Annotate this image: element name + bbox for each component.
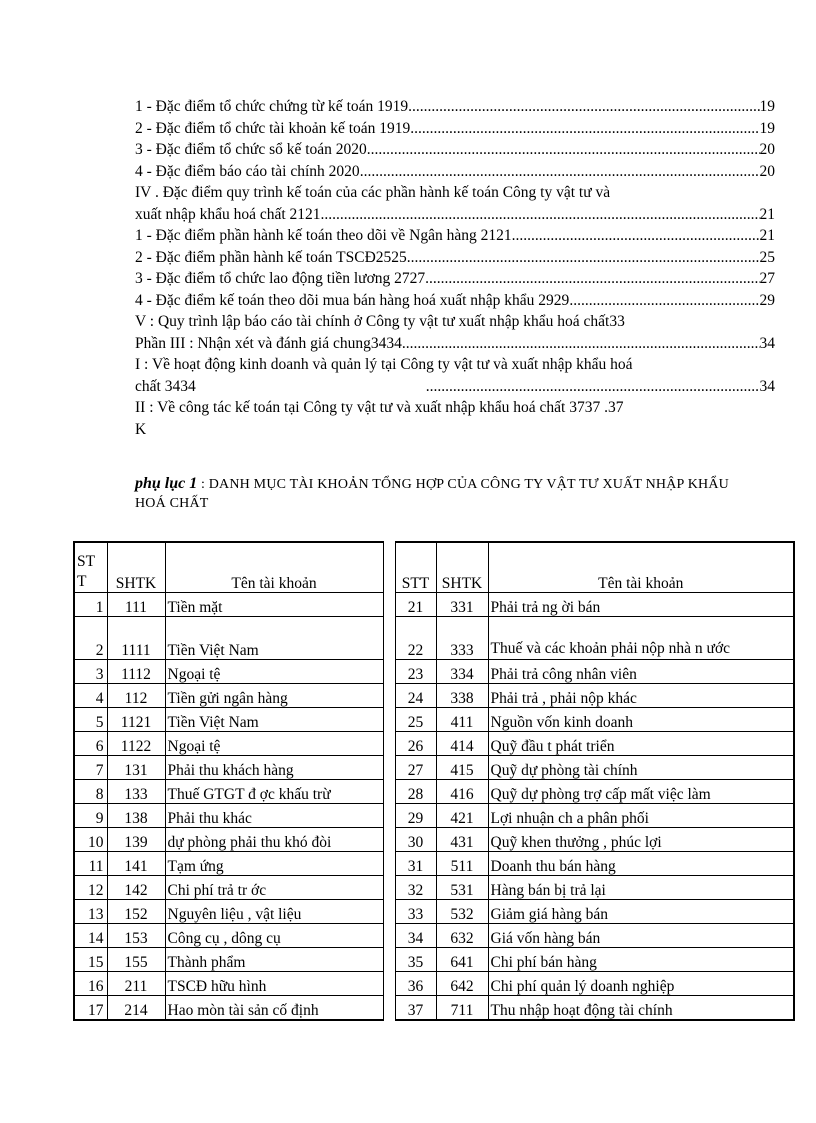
row-account-name: Nguyên liệu , vật liệu	[165, 900, 383, 924]
row-stt: 26	[395, 732, 436, 756]
toc-leader-dots	[402, 333, 760, 355]
table-row	[74, 732, 794, 756]
row-account-name: Lợi nhuận ch a phân phối	[488, 804, 794, 828]
table-row	[74, 852, 794, 876]
row-shtk: 511	[436, 852, 488, 876]
row-account-name: Chi phí quản lý doanh nghiệp	[488, 972, 794, 996]
toc-entry-text: Phần III : Nhận xét và đánh giá chung3434	[135, 334, 402, 352]
toc-entry	[135, 333, 775, 355]
row-stt: 36	[395, 972, 436, 996]
toc-entry-text: 1 - Đặc điểm phần hành kế toán theo dõi về Ngân hàng 2121	[135, 227, 512, 244]
row-stt: 10	[74, 828, 107, 852]
column-separator	[383, 660, 395, 684]
row-stt: 21	[395, 593, 436, 617]
toc-entry	[135, 376, 775, 398]
row-shtk: 211	[107, 972, 165, 996]
column-separator	[383, 852, 395, 876]
row-shtk: 331	[436, 593, 488, 617]
row-account-name: Tiền mặt	[165, 593, 383, 617]
column-separator	[383, 708, 395, 732]
header-shtk-left: SHTK	[107, 542, 165, 593]
toc-page-number: 20	[759, 141, 775, 158]
column-separator	[383, 593, 395, 617]
row-stt: 3	[74, 660, 107, 684]
toc-entry: K	[135, 420, 147, 438]
row-account-name: Phải trả ng ời bán	[488, 593, 794, 617]
table-row	[74, 972, 794, 996]
row-stt: 9	[74, 804, 107, 828]
row-shtk: 632	[436, 924, 488, 948]
header-shtk-right: SHTK	[436, 542, 488, 593]
row-account-name: Giảm giá hàng bán	[488, 900, 794, 924]
row-shtk: 411	[436, 708, 488, 732]
row-shtk: 138	[107, 804, 165, 828]
column-separator	[383, 804, 395, 828]
toc-leader-dots	[425, 268, 759, 290]
column-separator	[383, 948, 395, 972]
table-row	[74, 876, 794, 900]
toc-page-number: 34	[759, 334, 775, 352]
table-row	[74, 660, 794, 684]
column-separator	[383, 972, 395, 996]
row-stt: 8	[74, 780, 107, 804]
row-account-name: Quỹ khen thưởng , phúc lợi	[488, 828, 794, 852]
table-row	[74, 708, 794, 732]
row-account-name: Ngoại tệ	[165, 732, 383, 756]
toc-leader-dots	[512, 225, 760, 247]
toc-entry	[135, 247, 775, 269]
row-shtk: 133	[107, 780, 165, 804]
toc-page-number: 34	[759, 377, 775, 395]
appendix-label: phụ lục 1	[135, 475, 198, 492]
toc-entry	[135, 290, 775, 312]
table-row	[74, 924, 794, 948]
toc-entry-text: 4 - Đặc điểm báo cáo tài chính 2020	[135, 162, 360, 180]
row-account-name: Tiền Việt Nam	[165, 708, 383, 732]
row-shtk: 431	[436, 828, 488, 852]
toc-page-number: 27	[759, 270, 775, 287]
row-shtk: 416	[436, 780, 488, 804]
row-stt: 22	[395, 617, 436, 660]
toc-entry	[135, 225, 775, 247]
toc-leader-dots	[321, 204, 760, 226]
toc-entry-line: I : Về hoạt động kinh doanh và quản lý tại Công ty vật tư và xuất nhập khẩu hoá	[135, 356, 633, 373]
row-shtk: 142	[107, 876, 165, 900]
row-stt: 4	[74, 684, 107, 708]
toc-leader-dots	[569, 290, 759, 312]
toc-entry	[135, 118, 775, 140]
row-account-name: Quỹ dự phòng trợ cấp mất việc làm	[488, 780, 794, 804]
row-shtk: 415	[436, 756, 488, 780]
row-stt: 12	[74, 876, 107, 900]
row-stt: 33	[395, 900, 436, 924]
row-account-name: Tiền gửi ngân hàng	[165, 684, 383, 708]
toc-entry: V : Quy trình lập báo cáo tài chính ở Công ty vật tư xuất nhập khẩu hoá chất33	[135, 313, 625, 330]
row-stt: 31	[395, 852, 436, 876]
row-shtk: 333	[436, 617, 488, 660]
row-shtk: 214	[107, 996, 165, 1021]
row-account-name: Phải trả , phải nộp khác	[488, 684, 794, 708]
row-account-name: Giá vốn hàng bán	[488, 924, 794, 948]
toc-page-number: 19	[759, 98, 775, 115]
row-account-name: Thuế và các khoản phải nộp nhà n ước	[488, 617, 794, 660]
row-shtk: 531	[436, 876, 488, 900]
appendix-heading	[135, 474, 755, 513]
row-stt: 24	[395, 684, 436, 708]
row-stt: 29	[395, 804, 436, 828]
toc-entry-text: chất 3434	[135, 377, 196, 395]
row-account-name: Ngoại tệ	[165, 660, 383, 684]
toc-leader-dots	[410, 118, 759, 140]
row-stt: 28	[395, 780, 436, 804]
row-account-name: Công cụ , dông cụ	[165, 924, 383, 948]
appendix-title: : DANH MỤC TÀI KHOẢN TỔNG HỢP CỦA CÔNG TY VẬT TƯ XUẤT NHẬP KHẨU HOÁ CHẤT	[135, 477, 729, 511]
table-row	[74, 684, 794, 708]
header-stt-right: STT	[395, 542, 436, 593]
table-row	[74, 593, 794, 617]
row-account-name: Thành phẩm	[165, 948, 383, 972]
row-account-name: Phải thu khác	[165, 804, 383, 828]
toc-leader-dots	[360, 161, 760, 183]
toc-entry	[135, 96, 775, 118]
column-separator	[383, 900, 395, 924]
table-row	[74, 804, 794, 828]
row-stt: 11	[74, 852, 107, 876]
row-account-name: Doanh thu bán hàng	[488, 852, 794, 876]
row-stt: 34	[395, 924, 436, 948]
table-row	[74, 780, 794, 804]
toc-entry-line: IV . Đặc điểm quy trình kế toán của các phần hành kế toán Công ty vật tư và	[135, 184, 611, 201]
row-shtk: 153	[107, 924, 165, 948]
row-stt: 25	[395, 708, 436, 732]
row-shtk: 111	[107, 593, 165, 617]
row-account-name: Nguồn vốn kinh doanh	[488, 708, 794, 732]
toc-entry: II : Về công tác kế toán tại Công ty vật tư và xuất nhập khẩu hoá chất 3737 .37	[135, 399, 624, 416]
row-account-name: TSCĐ hữu hình	[165, 972, 383, 996]
table-row	[74, 948, 794, 972]
row-shtk: 155	[107, 948, 165, 972]
header-name-left: Tên tài khoản	[165, 542, 383, 593]
toc-page-number: 25	[759, 248, 775, 266]
row-stt: 32	[395, 876, 436, 900]
toc-page-number: 29	[759, 291, 775, 309]
toc-entry-text: 4 - Đặc điểm kế toán theo dõi mua bán hàng hoá xuất nhập khẩu 2929	[135, 291, 570, 309]
column-separator	[383, 996, 395, 1021]
row-stt: 27	[395, 756, 436, 780]
row-account-name: Quỹ đầu t phát triển	[488, 732, 794, 756]
toc-entry	[135, 268, 775, 290]
toc-page-number: 21	[759, 227, 775, 244]
row-shtk: 641	[436, 948, 488, 972]
row-account-name: Tiền Việt Nam	[165, 617, 383, 660]
row-shtk: 414	[436, 732, 488, 756]
toc-page-number: 20	[759, 162, 775, 180]
row-stt: 5	[74, 708, 107, 732]
row-stt: 1	[74, 593, 107, 617]
table-row	[74, 996, 794, 1021]
row-stt: 16	[74, 972, 107, 996]
column-separator	[383, 828, 395, 852]
row-shtk: 338	[436, 684, 488, 708]
toc-leader-dots	[407, 247, 760, 269]
table-header-row	[74, 542, 794, 593]
row-account-name: Thu nhập hoạt động tài chính	[488, 996, 794, 1021]
table-row	[74, 828, 794, 852]
row-shtk: 642	[436, 972, 488, 996]
row-account-name: Thuế GTGT đ ợc khấu trừ	[165, 780, 383, 804]
row-stt: 14	[74, 924, 107, 948]
row-account-name: Hao mòn tài sản cố định	[165, 996, 383, 1021]
row-account-name: Tạm ứng	[165, 852, 383, 876]
row-account-name: Hàng bán bị trả lại	[488, 876, 794, 900]
row-shtk: 131	[107, 756, 165, 780]
column-separator	[383, 617, 395, 660]
row-shtk: 1122	[107, 732, 165, 756]
table-of-contents	[135, 96, 775, 440]
row-account-name: Chi phí bán hàng	[488, 948, 794, 972]
header-name-right: Tên tài khoản	[488, 542, 794, 593]
toc-entry	[135, 161, 775, 183]
row-shtk: 421	[436, 804, 488, 828]
row-shtk: 1121	[107, 708, 165, 732]
toc-page-number: 21	[759, 205, 775, 223]
column-separator	[383, 684, 395, 708]
toc-entry-text: 1 - Đặc điểm tổ chức chứng từ kế toán 1919	[135, 98, 409, 115]
column-separator	[383, 756, 395, 780]
row-shtk: 711	[436, 996, 488, 1021]
row-stt: 37	[395, 996, 436, 1021]
toc-page-number: 19	[759, 119, 775, 137]
row-shtk: 112	[107, 684, 165, 708]
row-account-name: Phải trả công nhân viên	[488, 660, 794, 684]
row-shtk: 152	[107, 900, 165, 924]
account-table	[73, 541, 795, 1021]
toc-entry	[135, 139, 775, 161]
row-account-name: Chi phí trả tr ớc	[165, 876, 383, 900]
row-stt: 35	[395, 948, 436, 972]
toc-entry-text: 3 - Đặc điểm tổ chức sổ kế toán 2020	[135, 141, 367, 158]
table-row	[74, 617, 794, 660]
row-shtk: 532	[436, 900, 488, 924]
row-stt: 15	[74, 948, 107, 972]
toc-entry-text: 3 - Đặc điểm tổ chức lao động tiền lương 2727	[135, 270, 426, 287]
column-separator	[383, 876, 395, 900]
row-stt: 17	[74, 996, 107, 1021]
row-account-name: Phải thu khách hàng	[165, 756, 383, 780]
row-account-name: dự phòng phải thu khó đòi	[165, 828, 383, 852]
row-stt: 30	[395, 828, 436, 852]
row-stt: 6	[74, 732, 107, 756]
toc-entry-text: 2 - Đặc điểm phần hành kế toán TSCĐ2525	[135, 248, 407, 266]
row-shtk: 1112	[107, 660, 165, 684]
row-shtk: 334	[436, 660, 488, 684]
row-shtk: 139	[107, 828, 165, 852]
row-stt: 23	[395, 660, 436, 684]
row-account-name: Quỹ dự phòng tài chính	[488, 756, 794, 780]
toc-leader-dots	[408, 96, 759, 118]
row-shtk: 1111	[107, 617, 165, 660]
toc-entry-text: 2 - Đặc điểm tổ chức tài khoản kế toán 1919	[135, 119, 411, 137]
toc-leader-dots	[426, 376, 760, 398]
row-stt: 13	[74, 900, 107, 924]
column-separator	[383, 542, 395, 593]
table-row	[74, 900, 794, 924]
column-separator	[383, 780, 395, 804]
toc-entry	[135, 204, 775, 226]
column-separator	[383, 732, 395, 756]
row-shtk: 141	[107, 852, 165, 876]
row-stt: 7	[74, 756, 107, 780]
toc-entry-text: xuất nhập khẩu hoá chất 2121	[135, 205, 321, 223]
header-stt-left: STT	[74, 542, 107, 593]
toc-leader-dots	[367, 139, 760, 161]
column-separator	[383, 924, 395, 948]
row-stt: 2	[74, 617, 107, 660]
table-row	[74, 756, 794, 780]
